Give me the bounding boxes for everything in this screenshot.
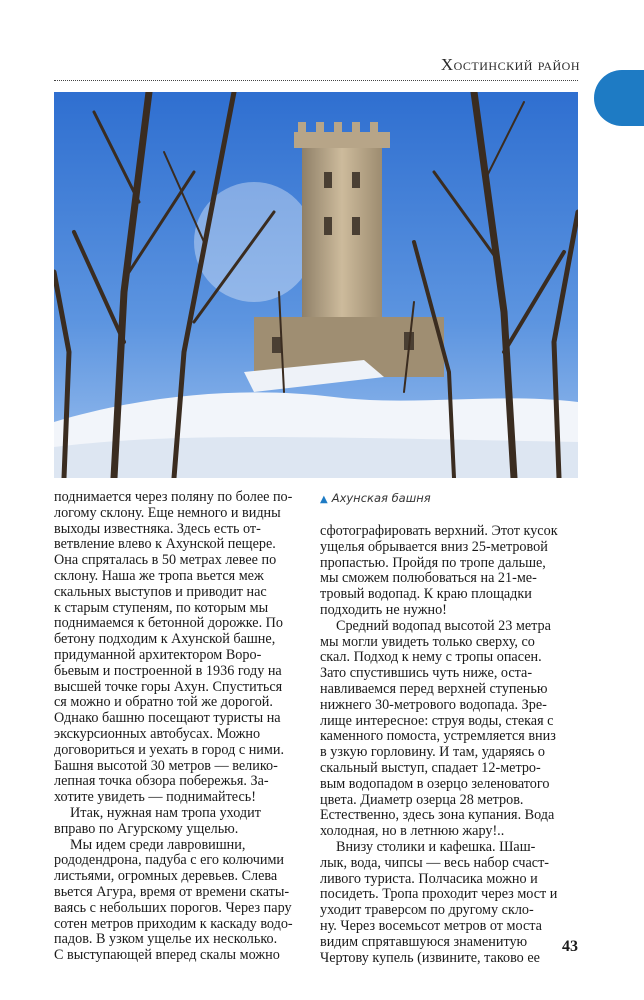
- text-line: пропастью. Пройдя по тропе дальше,: [320, 554, 546, 571]
- text-line: Мы идем среди лавровишни,: [70, 836, 246, 853]
- text-line: Она спряталась в 50 метрах левее по: [54, 552, 277, 569]
- text-line: видим спрятавшуюся знаменитую: [320, 933, 528, 950]
- text-line: логому склону. Еще немного и видны: [54, 504, 281, 521]
- text-line: каменного помоста, устремляется вниз: [320, 728, 556, 745]
- text-line: сотен метров приходим к каскаду водо-: [54, 915, 293, 932]
- text-line: мы могли увидеть только сверху, со: [320, 633, 535, 650]
- text-line: Естественно, здесь зона купания. Вода: [320, 807, 555, 824]
- text-line: тровый водопад. К краю площадки: [320, 586, 532, 603]
- text-line: поднимаемся к бетонной дорожке. По: [54, 615, 284, 632]
- text-line: цвета. Диаметр озерца 28 метров.: [320, 791, 524, 808]
- text-line: Внизу столики и кафешка. Шаш-: [336, 838, 536, 855]
- photo-caption: [320, 490, 578, 524]
- text-line: вьется Агура, время от времени скаты-: [54, 883, 290, 900]
- text-line: высшей точке горы Ахун. Спуститься: [54, 678, 283, 695]
- caption-triangle-icon: ▲: [320, 494, 328, 505]
- text-line: лище интересное: струя воды, стекая с: [320, 712, 554, 729]
- text-line: вым водопадом в озерцо зеленоватого: [320, 775, 550, 792]
- text-line: бетону подходим к Ахунской башне,: [54, 631, 276, 648]
- text-line: сфотографировать верхний. Этот кусок: [320, 523, 558, 539]
- text-line: мы сможем полюбоваться на 21-ме-: [320, 570, 537, 587]
- right-text-column: [320, 490, 578, 966]
- text-line: подходить не нужно!: [320, 601, 447, 618]
- text-line: рододендрона, падуба с его колючими: [54, 852, 285, 869]
- text-line: Башня высотой 30 метров — велико-: [54, 757, 278, 774]
- left-text-column: [54, 490, 312, 964]
- tower-photo-illustration: [54, 92, 578, 478]
- text-line: ветвление влево к Ахунской пещере.: [54, 536, 276, 553]
- text-line: договориться и уехать в город с ними.: [54, 741, 284, 758]
- page-header-title: Хостинский район: [440, 55, 580, 74]
- text-line: навливаемся перед верхней ступенью: [320, 680, 548, 697]
- text-line: ся можно и обратно той же дорогой.: [54, 694, 273, 711]
- text-line: поднимается через поляну по более по-: [54, 489, 293, 505]
- text-line: Однако башню посещают туристы на: [54, 710, 281, 727]
- header-rule: [54, 80, 578, 81]
- photo: [54, 92, 578, 478]
- text-line: выходы известняка. Здесь есть от-: [54, 520, 261, 537]
- text-line: ливого туриста. Полчасика можно и: [320, 870, 538, 887]
- text-line: хотите увидеть — поднимайтесь!: [54, 789, 256, 806]
- text-line: в узкую горловину. И там, ударяясь о: [320, 744, 545, 761]
- text-line: придуманной архитектором Воро-: [54, 646, 262, 663]
- text-line: холодная, но в летнюю жару!..: [320, 823, 505, 840]
- text-line: лык, вода, чипсы — весь набор счаст-: [320, 854, 550, 871]
- text-line: лепная точка обзора побережья. За-: [54, 773, 269, 790]
- text-line: Средний водопад высотой 23 метра: [336, 617, 551, 634]
- page-number: 43: [562, 938, 578, 955]
- caption-text: Ахунская башня: [331, 491, 431, 505]
- text-line: экскурсионных автобусах. Можно: [54, 725, 261, 742]
- text-line: склону. Наша же тропа вьется меж: [54, 567, 264, 584]
- text-line: падов. В узком ущелье их несколько.: [54, 931, 278, 948]
- text-line: С выступающей вперед скалы можно: [54, 947, 280, 964]
- text-line: Чертову купель (извините, таково ее: [320, 949, 540, 966]
- text-line: листьями, огромных деревьев. Слева: [54, 868, 278, 885]
- text-line: бьевым и построенной в 1936 году на: [54, 662, 282, 679]
- text-line: уходит траверсом по другому скло-: [320, 902, 534, 919]
- text-line: Зато спустившись чуть ниже, оста-: [320, 665, 533, 682]
- text-line: скальных выступов и приводит нас: [54, 583, 267, 600]
- section-tab: [594, 70, 644, 126]
- text-line: скал. Подход к нему с тропы опасен.: [320, 649, 542, 666]
- text-line: Итак, нужная нам тропа уходит: [70, 804, 261, 821]
- text-line: нижнего 30-метрового водопада. Зре-: [320, 696, 547, 713]
- text-line: ну. Через восемьсот метров от моста: [320, 917, 542, 934]
- text-line: ваясь с небольших порогов. Через пару: [54, 899, 292, 916]
- text-line: скальный выступ, спадает 12-метро-: [320, 759, 541, 776]
- text-line: посидеть. Тропа проходит через мост и: [320, 886, 558, 903]
- text-line: к старым ступеням, по которым мы: [54, 599, 269, 616]
- text-line: ущелья обрывается вниз 25-метровой: [320, 538, 548, 555]
- text-line: вправо по Агурскому ущелью.: [54, 820, 239, 837]
